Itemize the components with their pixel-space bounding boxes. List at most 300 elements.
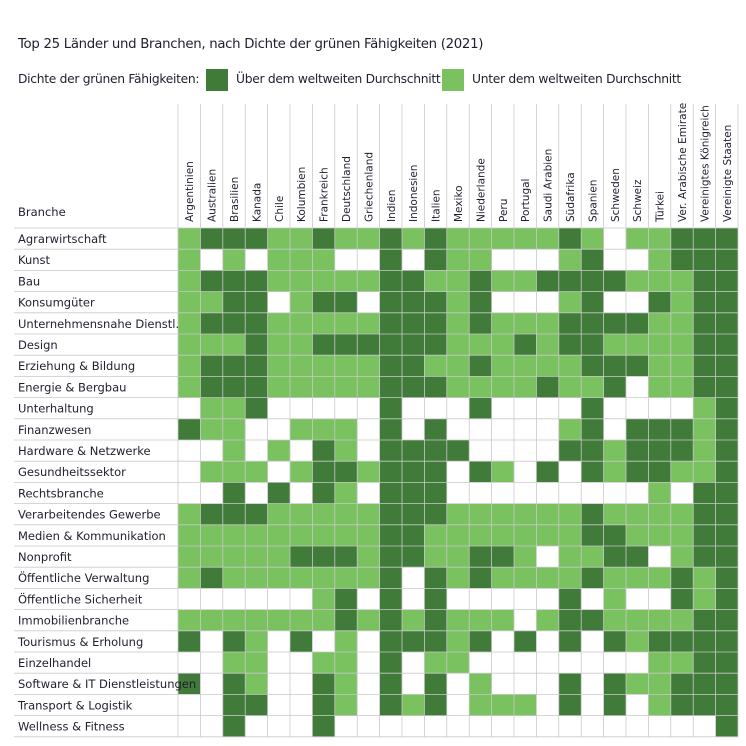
heatmap-cell (469, 249, 491, 270)
heatmap-cell (290, 504, 312, 525)
column-label: Schweden (609, 168, 622, 222)
heatmap-cell (492, 694, 514, 715)
heatmap-cell (312, 673, 334, 694)
row-label: Nonprofit (18, 550, 72, 564)
heatmap-cell (335, 313, 357, 334)
heatmap-cell (648, 228, 670, 249)
heatmap-cell (380, 631, 402, 652)
column-label: Indien (385, 189, 398, 222)
heatmap-cell (492, 334, 514, 355)
heatmap-cell (312, 292, 334, 313)
heatmap-cell (357, 355, 379, 376)
heatmap-cell (335, 440, 357, 461)
heatmap-cell (648, 461, 670, 482)
heatmap-cell (626, 461, 648, 482)
heatmap-cell (716, 694, 738, 715)
row-label: Software & IT Dienstleistungen (18, 677, 197, 692)
heatmap-cell (648, 588, 670, 609)
heatmap-cell (671, 716, 693, 737)
heatmap-cell (447, 292, 469, 313)
heatmap-cell (716, 228, 738, 249)
heatmap-cell (693, 652, 715, 673)
heatmap-cell (424, 610, 446, 631)
heatmap-cell (492, 652, 514, 673)
heatmap-cell (312, 334, 334, 355)
heatmap-cell (514, 588, 536, 609)
heatmap-cell (648, 610, 670, 631)
heatmap-cell (223, 716, 245, 737)
column-label: Brasilien (229, 176, 241, 222)
heatmap-cell (447, 355, 469, 376)
heatmap-cell (424, 249, 446, 270)
heatmap-cell (200, 482, 222, 503)
heatmap-cell (312, 355, 334, 376)
heatmap-cell (223, 610, 245, 631)
heatmap-cell (380, 313, 402, 334)
column-label: Italien (430, 189, 443, 222)
heatmap-cell (559, 588, 581, 609)
heatmap-cell (559, 440, 581, 461)
row-label: Einzelhandel (18, 656, 92, 670)
heatmap-cell (447, 334, 469, 355)
heatmap-cell (559, 610, 581, 631)
heatmap-cell (604, 631, 626, 652)
heatmap-cell (581, 249, 603, 270)
heatmap-cell (671, 610, 693, 631)
heatmap-cell (559, 376, 581, 397)
heatmap-cell (402, 440, 424, 461)
heatmap-cell (469, 567, 491, 588)
heatmap-cell (447, 504, 469, 525)
heatmap-cell (604, 482, 626, 503)
heatmap-cell (693, 588, 715, 609)
heatmap-cell (290, 673, 312, 694)
heatmap-cell (200, 567, 222, 588)
heatmap-cell (626, 376, 648, 397)
heatmap-cell (581, 440, 603, 461)
heatmap-cell (268, 419, 290, 440)
heatmap-cell (671, 631, 693, 652)
heatmap-cell (290, 567, 312, 588)
heatmap-cell (581, 482, 603, 503)
heatmap-cell (693, 355, 715, 376)
heatmap-cell (514, 673, 536, 694)
heatmap-cell (716, 440, 738, 461)
heatmap-cell (200, 270, 222, 291)
heatmap-cell (716, 567, 738, 588)
heatmap-cell (380, 567, 402, 588)
legend-heading: Dichte der grünen Fähigkeiten: (18, 72, 200, 86)
heatmap-cell (245, 313, 267, 334)
heatmap-cell (626, 482, 648, 503)
heatmap-cell (581, 376, 603, 397)
heatmap-cell (581, 716, 603, 737)
heatmap-cell (200, 461, 222, 482)
heatmap-cell (424, 567, 446, 588)
heatmap-cell (335, 398, 357, 419)
heatmap-cell (514, 398, 536, 419)
heatmap-cell (469, 355, 491, 376)
heatmap-cell (380, 228, 402, 249)
heatmap-cell (402, 292, 424, 313)
heatmap-cell (245, 334, 267, 355)
column-label: Indonesien (408, 164, 421, 222)
heatmap-cell (514, 567, 536, 588)
heatmap-cell (268, 270, 290, 291)
heatmap-cell (716, 334, 738, 355)
heatmap-cell (469, 292, 491, 313)
heatmap-cell (536, 716, 558, 737)
heatmap-cell (559, 716, 581, 737)
heatmap-cell (581, 313, 603, 334)
heatmap-cell (671, 482, 693, 503)
column-label: Schweiz (632, 179, 645, 222)
heatmap-cell (245, 631, 267, 652)
heatmap-cell (200, 292, 222, 313)
heatmap-cell (357, 588, 379, 609)
heatmap-cell (581, 461, 603, 482)
heatmap-cell (357, 228, 379, 249)
heatmap-cell (290, 525, 312, 546)
heatmap-cell (290, 482, 312, 503)
heatmap-cell (514, 270, 536, 291)
heatmap-cell (671, 419, 693, 440)
heatmap-cell (581, 673, 603, 694)
row-label: Hardware & Netzwerke (18, 444, 151, 458)
heatmap-cell (402, 313, 424, 334)
heatmap-cell (536, 292, 558, 313)
heatmap-cell (469, 398, 491, 419)
heatmap-cell (178, 610, 200, 631)
heatmap-cell (380, 440, 402, 461)
heatmap-cell (447, 546, 469, 567)
heatmap-cell (223, 292, 245, 313)
heatmap-cell (402, 249, 424, 270)
heatmap-cell (357, 398, 379, 419)
heatmap-cell (604, 694, 626, 715)
heatmap-cell (268, 440, 290, 461)
heatmap-cell (402, 270, 424, 291)
heatmap-cell (626, 355, 648, 376)
heatmap-cell (200, 588, 222, 609)
heatmap-cell (581, 292, 603, 313)
heatmap-cell (559, 398, 581, 419)
heatmap-cell (357, 694, 379, 715)
heatmap-cell (626, 525, 648, 546)
heatmap-cell (492, 376, 514, 397)
column-label: Ver. Arabische Emirate (677, 102, 689, 222)
heatmap-cell (671, 673, 693, 694)
heatmap-cell (223, 525, 245, 546)
heatmap-cell (626, 419, 648, 440)
heatmap-cell (648, 270, 670, 291)
heatmap-cell (716, 652, 738, 673)
heatmap-cell (671, 440, 693, 461)
column-label: Argentinien (184, 161, 197, 222)
heatmap-cell (447, 694, 469, 715)
row-label: Öffentliche Verwaltung (18, 571, 150, 586)
heatmap-cell (335, 525, 357, 546)
heatmap-cell (536, 270, 558, 291)
heatmap-cell (693, 419, 715, 440)
heatmap-cell (335, 482, 357, 503)
heatmap-cell (581, 652, 603, 673)
heatmap-cell (424, 525, 446, 546)
heatmap-cell (626, 610, 648, 631)
heatmap-cell (178, 355, 200, 376)
heatmap-cell (178, 292, 200, 313)
heatmap-cell (716, 249, 738, 270)
column-label: Kolumbien (296, 166, 309, 222)
heatmap-cell (200, 525, 222, 546)
heatmap-cell (402, 546, 424, 567)
heatmap-cell (469, 504, 491, 525)
heatmap-cell (357, 525, 379, 546)
heatmap-cell (290, 631, 312, 652)
heatmap-cell (268, 292, 290, 313)
heatmap-cell (447, 631, 469, 652)
row-label: Medien & Kommunikation (18, 528, 166, 543)
heatmap-cell (469, 376, 491, 397)
heatmap-cell (290, 716, 312, 737)
heatmap-cell (312, 694, 334, 715)
heatmap-cell (559, 482, 581, 503)
heatmap-cell (514, 716, 536, 737)
heatmap-cell (469, 610, 491, 631)
column-label: Peru (497, 198, 510, 222)
heatmap-cell (581, 567, 603, 588)
heatmap-cell (447, 270, 469, 291)
heatmap-cell (380, 398, 402, 419)
heatmap-cell (492, 567, 514, 588)
row-label: Transport & Logistik (18, 698, 133, 713)
row-label: Bau (18, 274, 41, 289)
heatmap-cell (290, 440, 312, 461)
heatmap-cell (693, 610, 715, 631)
heatmap-cell (223, 334, 245, 355)
heatmap-cell (604, 525, 626, 546)
column-label: Vereinigtes Königreich (699, 105, 712, 222)
heatmap-cell (492, 228, 514, 249)
heatmap-cell (514, 525, 536, 546)
row-label: Immobilienbranche (18, 613, 130, 628)
heatmap-cell (514, 249, 536, 270)
heatmap-cell (492, 482, 514, 503)
column-label: Australien (206, 168, 219, 222)
heatmap-cell (380, 588, 402, 609)
heatmap-cell (604, 567, 626, 588)
heatmap-cell (312, 588, 334, 609)
heatmap-cell (424, 292, 446, 313)
heatmap-cell (357, 546, 379, 567)
heatmap-cell (245, 355, 267, 376)
heatmap-cell (402, 355, 424, 376)
heatmap-cell (290, 610, 312, 631)
heatmap-cell (335, 355, 357, 376)
heatmap-cell (402, 694, 424, 715)
heatmap-cell (671, 398, 693, 419)
heatmap-cell (223, 546, 245, 567)
heatmap-cell (290, 694, 312, 715)
heatmap-cell (716, 716, 738, 737)
heatmap-cell (604, 546, 626, 567)
heatmap-cell (492, 504, 514, 525)
heatmap-cell (402, 567, 424, 588)
heatmap-cell (671, 588, 693, 609)
heatmap-cell (245, 525, 267, 546)
heatmap-cell (335, 419, 357, 440)
heatmap-cell (626, 694, 648, 715)
heatmap-cell (514, 610, 536, 631)
heatmap-cell (716, 292, 738, 313)
heatmap-cell (671, 292, 693, 313)
heatmap-cell (357, 610, 379, 631)
heatmap-cell (716, 461, 738, 482)
heatmap-cell (245, 398, 267, 419)
heatmap-cell (536, 228, 558, 249)
heatmap-cell (469, 631, 491, 652)
heatmap-cell (492, 355, 514, 376)
heatmap-cell (268, 398, 290, 419)
heatmap-cell (559, 461, 581, 482)
heatmap-cell (268, 610, 290, 631)
legend-label-below: Unter dem weltweiten Durchschnitt (472, 72, 681, 86)
heatmap-cell (245, 228, 267, 249)
heatmap-cell (290, 334, 312, 355)
heatmap-cell (536, 482, 558, 503)
heatmap-cell (536, 419, 558, 440)
heatmap-cell (648, 482, 670, 503)
heatmap-cell (671, 249, 693, 270)
heatmap-cell (223, 376, 245, 397)
heatmap-cell (402, 482, 424, 503)
heatmap-cell (716, 525, 738, 546)
heatmap-cell (492, 270, 514, 291)
heatmap-cell (245, 673, 267, 694)
heatmap-cell (671, 334, 693, 355)
heatmap-cell (671, 567, 693, 588)
heatmap-cell (492, 461, 514, 482)
heatmap-cell (312, 270, 334, 291)
heatmap-cell (648, 546, 670, 567)
heatmap-cell (671, 270, 693, 291)
heatmap-cell (424, 440, 446, 461)
heatmap-cell (178, 546, 200, 567)
heatmap-cell (245, 482, 267, 503)
heatmap-cell (559, 652, 581, 673)
heatmap-cell (559, 313, 581, 334)
row-label: Energie & Bergbau (18, 380, 127, 395)
heatmap-cell (447, 482, 469, 503)
heatmap-cell (604, 398, 626, 419)
heatmap-cell (335, 588, 357, 609)
heatmap-cell (671, 504, 693, 525)
heatmap-cell (514, 694, 536, 715)
heatmap-cell (648, 694, 670, 715)
heatmap-cell (626, 504, 648, 525)
heatmap-cell (424, 482, 446, 503)
heatmap-cell (223, 461, 245, 482)
heatmap-cell (559, 525, 581, 546)
heatmap-cell (559, 249, 581, 270)
heatmap-cell (335, 567, 357, 588)
heatmap-cell (200, 398, 222, 419)
heatmap-cell (626, 292, 648, 313)
heatmap-cell (268, 567, 290, 588)
heatmap-cell (312, 546, 334, 567)
heatmap-cell (626, 546, 648, 567)
heatmap-cell (693, 334, 715, 355)
row-label: Design (18, 338, 58, 352)
heatmap-cell (223, 440, 245, 461)
column-label: Chile (273, 195, 286, 222)
heatmap-cell (626, 567, 648, 588)
heatmap-cell (581, 631, 603, 652)
heatmap-cell (268, 716, 290, 737)
heatmap-cell (290, 270, 312, 291)
heatmap-cell (693, 292, 715, 313)
heatmap-cell (223, 631, 245, 652)
heatmap-cell (380, 610, 402, 631)
heatmap-cell (178, 482, 200, 503)
heatmap-cell (536, 440, 558, 461)
heatmap-cell (312, 461, 334, 482)
heatmap-cell (671, 228, 693, 249)
heatmap-cell (626, 588, 648, 609)
heatmap-cell (716, 631, 738, 652)
heatmap-cell (357, 249, 379, 270)
heatmap-cell (424, 270, 446, 291)
heatmap-cell (536, 673, 558, 694)
heatmap-cell (312, 504, 334, 525)
heatmap-cell (402, 673, 424, 694)
heatmap-cell (716, 376, 738, 397)
heatmap-cell (693, 313, 715, 334)
heatmap-cell (424, 376, 446, 397)
heatmap-cell (312, 652, 334, 673)
heatmap-cell (469, 419, 491, 440)
heatmap-cell (559, 419, 581, 440)
heatmap-cell (447, 398, 469, 419)
heatmap-cell (178, 461, 200, 482)
heatmap-cell (604, 440, 626, 461)
heatmap-cell (380, 694, 402, 715)
heatmap-cell (648, 249, 670, 270)
column-label: Niederlande (475, 158, 488, 222)
heatmap-cell (200, 610, 222, 631)
column-label: Portugal (520, 178, 533, 222)
heatmap-cell (402, 334, 424, 355)
heatmap-cell (178, 652, 200, 673)
heatmap-cell (245, 440, 267, 461)
heatmap-cell (626, 716, 648, 737)
row-header-label: Branche (18, 205, 66, 219)
heatmap-cell (268, 355, 290, 376)
heatmap-cell (447, 673, 469, 694)
row-label: Tourismus & Erholung (18, 634, 144, 649)
heatmap-cell (335, 249, 357, 270)
heatmap-cell (178, 588, 200, 609)
column-label: Frankreich (318, 167, 331, 222)
heatmap-cell (492, 610, 514, 631)
heatmap-cell (402, 631, 424, 652)
heatmap-cell (245, 567, 267, 588)
heatmap-cell (312, 482, 334, 503)
heatmap-cell (223, 313, 245, 334)
heatmap-cell (648, 334, 670, 355)
heatmap-cell (335, 652, 357, 673)
heatmap-cell (514, 419, 536, 440)
